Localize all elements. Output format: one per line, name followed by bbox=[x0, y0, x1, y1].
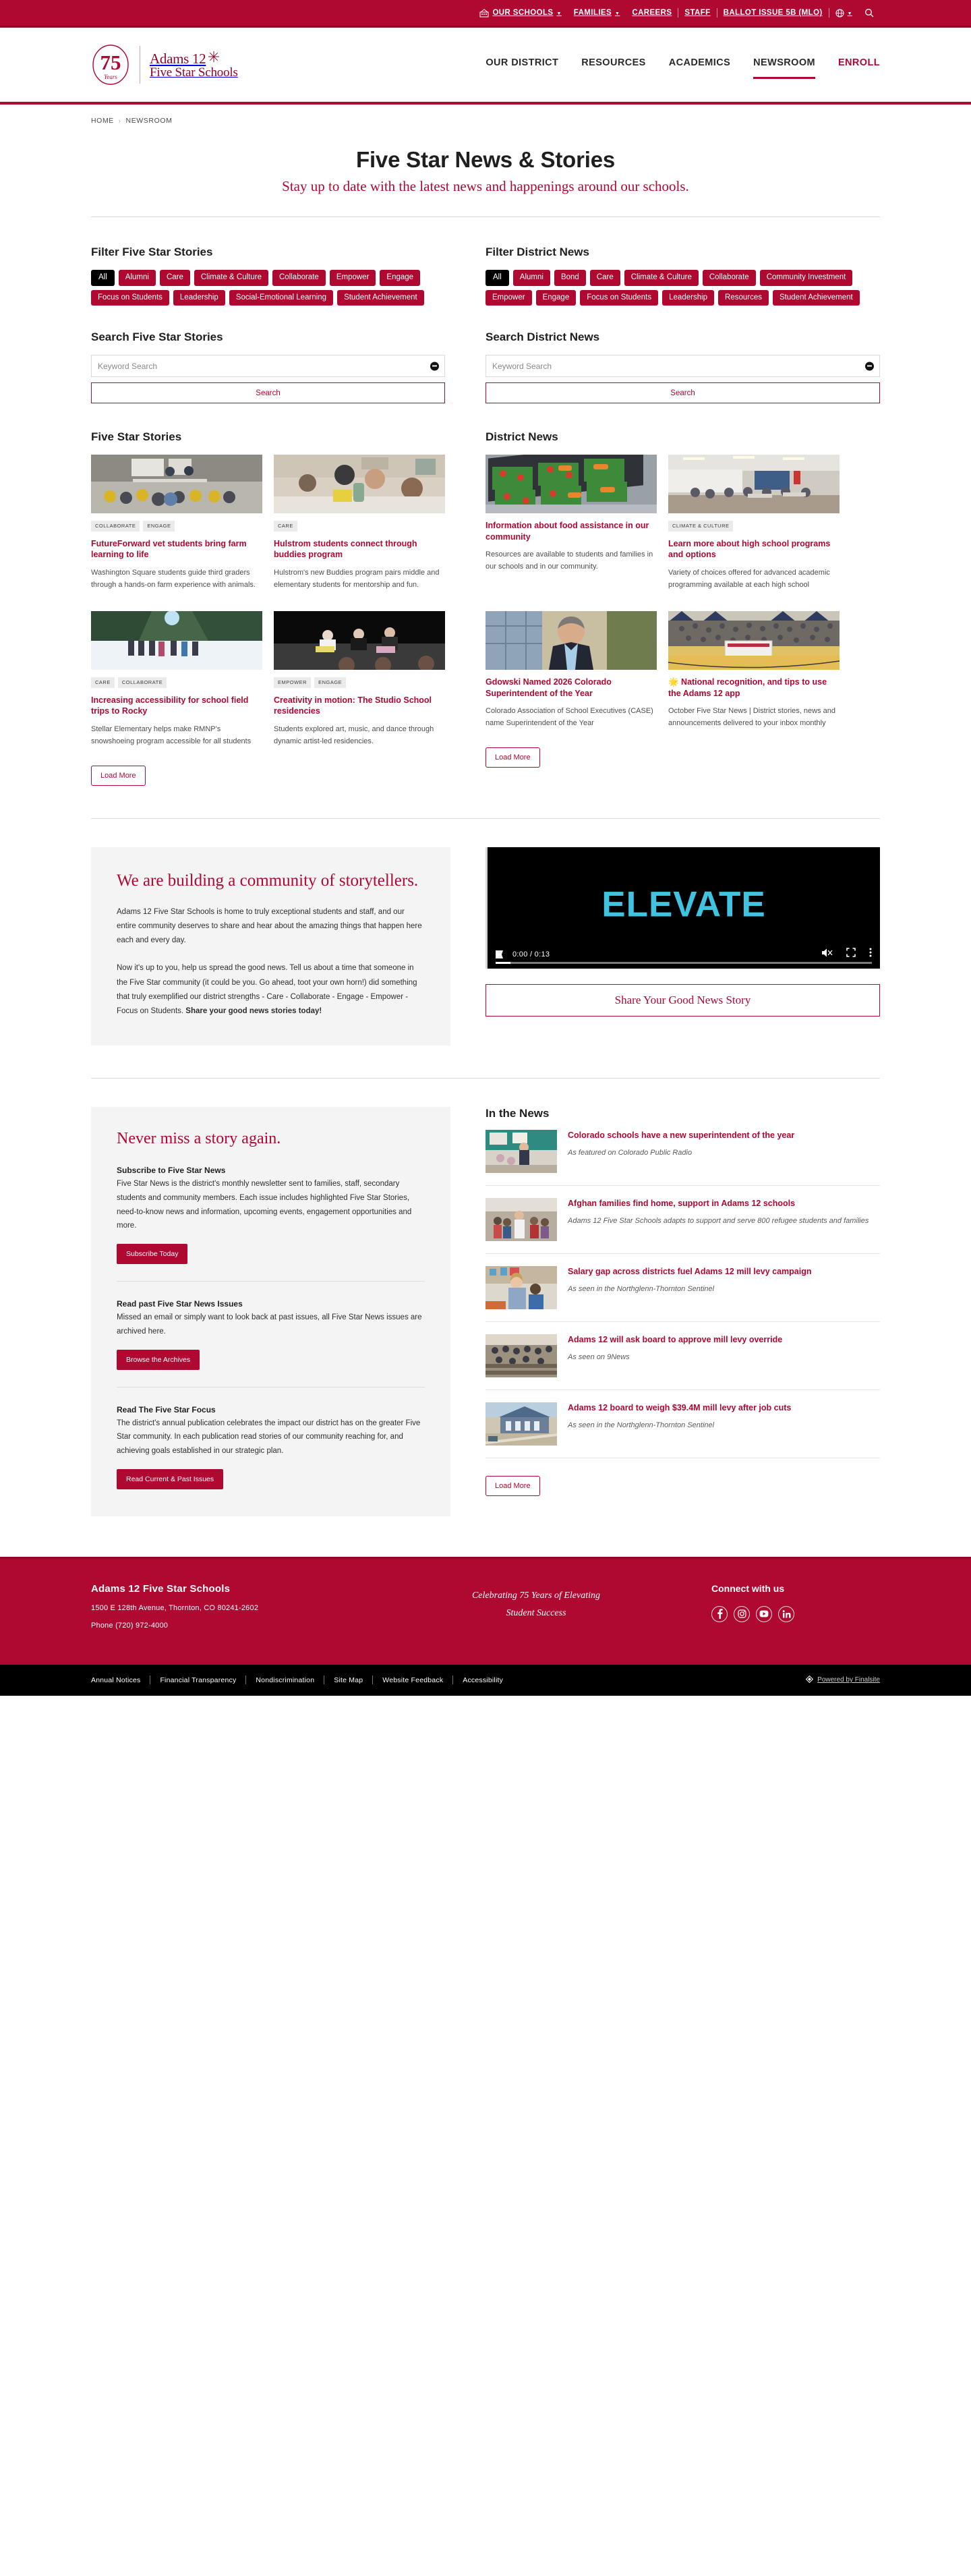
story-card[interactable] bbox=[91, 455, 262, 591]
filter-tag-social-emotional-learning[interactable]: Social-Emotional Learning bbox=[229, 290, 333, 306]
district-section-title: District News bbox=[486, 430, 558, 444]
footer-link-website-feedback[interactable]: Website Feedback bbox=[382, 1676, 444, 1684]
search-district-input-wrap bbox=[486, 355, 880, 377]
instagram-icon[interactable] bbox=[734, 1606, 750, 1622]
news-card-title[interactable]: Gdowski Named 2026 Colorado Superintendent of the Year bbox=[486, 677, 612, 698]
in-the-news-item[interactable] bbox=[486, 1390, 880, 1458]
filters-row bbox=[91, 246, 880, 306]
cards-row bbox=[91, 430, 880, 785]
more-options-icon[interactable] bbox=[869, 948, 872, 961]
news-card[interactable] bbox=[668, 455, 840, 591]
in-the-news-title-link[interactable]: Salary gap across districts fuel Adams 12 mill levy campaign bbox=[568, 1267, 812, 1277]
search-district-input[interactable] bbox=[486, 355, 880, 377]
utility-link-label: OUR SCHOOLS bbox=[492, 9, 554, 17]
story-card-image bbox=[274, 455, 445, 513]
news-card-title[interactable]: Learn more about high school programs and options bbox=[668, 538, 831, 560]
storyteller-paragraph-1: Adams 12 Five Star Schools is home to truly exceptional students and staff, and our entire community deserves to share and hear about the amazing things that happen here each and every day. bbox=[117, 907, 422, 945]
svg-text:75: 75 bbox=[100, 50, 121, 74]
filter-tag-all[interactable]: All bbox=[486, 270, 509, 286]
filter-tag-engage[interactable]: Engage bbox=[380, 270, 420, 286]
breadcrumb-current: NEWSROOM bbox=[125, 117, 173, 125]
story-card-image bbox=[91, 611, 262, 670]
svg-text:Years: Years bbox=[104, 73, 117, 80]
story-card-image bbox=[274, 611, 445, 670]
divider bbox=[91, 818, 880, 819]
video-column bbox=[486, 847, 880, 1046]
story-card[interactable] bbox=[274, 455, 445, 591]
in-the-news-title-link[interactable]: Afghan families find home, support in Adams 12 schools bbox=[568, 1199, 796, 1209]
search-stories-input[interactable] bbox=[91, 355, 445, 377]
search-district-title: Search District News bbox=[486, 331, 600, 344]
youtube-icon[interactable] bbox=[756, 1606, 772, 1622]
card-tag: ENGAGE bbox=[143, 521, 175, 532]
search-five-star-stories bbox=[91, 331, 486, 403]
filter-tag-climate-culture[interactable]: Climate & Culture bbox=[194, 270, 268, 286]
utility-link-ballot-issue[interactable] bbox=[717, 9, 829, 17]
filter-stories-title: Filter Five Star Stories bbox=[91, 246, 213, 258]
card-tag: ENGAGE bbox=[314, 677, 346, 688]
storyteller-row bbox=[91, 847, 880, 1046]
in-the-news-text bbox=[568, 1266, 880, 1309]
in-the-news-title-link[interactable]: Colorado schools have a new superintendent of the year bbox=[568, 1130, 795, 1141]
finalsite-logo-icon bbox=[806, 1676, 813, 1685]
filter-tag-collaborate[interactable]: Collaborate bbox=[272, 270, 326, 286]
nav-item-our-district[interactable]: OUR DISTRICT bbox=[486, 57, 559, 68]
story-card-description: Students explored art, music, and dance through dynamic artist-led residencies. bbox=[274, 724, 434, 745]
fullscreen-icon[interactable] bbox=[846, 948, 856, 961]
utility-link-label: FAMILIES bbox=[573, 9, 612, 17]
filter-tag-bond[interactable]: Bond bbox=[554, 270, 586, 286]
search-stories-button[interactable]: Search bbox=[91, 382, 445, 403]
in-the-news-text bbox=[568, 1198, 880, 1241]
video-progress-fill bbox=[496, 962, 510, 964]
storyteller-paragraph-2-lead: Now it's up to you, help us spread the good news. Tell us about a time that someone in the Five Star community (it could be you. Go ahead, toot your own horn!) did something that truly exemplified our district strengths - Care - Collaborate - Engage - Empower - Focus on Students. bbox=[117, 964, 417, 1016]
search-toggle-button[interactable] bbox=[858, 8, 880, 18]
filter-tag-student-achievement[interactable]: Student Achievement bbox=[773, 290, 860, 306]
footer-tagline bbox=[361, 1583, 711, 1630]
filter-tag-engage[interactable]: Engage bbox=[536, 290, 577, 306]
story-card[interactable] bbox=[274, 611, 445, 747]
story-card-tags bbox=[91, 677, 262, 688]
footer-link-accessibility[interactable]: Accessibility bbox=[463, 1676, 504, 1684]
newsletter-block-archives bbox=[117, 1299, 425, 1369]
clear-search-icon[interactable] bbox=[430, 362, 439, 370]
stories-card-grid bbox=[91, 455, 445, 747]
utility-link-staff[interactable] bbox=[678, 9, 716, 17]
newsletter-block-title: Read The Five Star Focus bbox=[117, 1404, 216, 1414]
filter-tag-focus-on-students[interactable]: Focus on Students bbox=[91, 290, 169, 306]
stories-load-more-button[interactable]: Load More bbox=[91, 766, 146, 786]
filter-tag-care[interactable]: Care bbox=[590, 270, 620, 286]
district-news-section bbox=[486, 430, 880, 785]
filter-tag-alumni[interactable]: Alumni bbox=[119, 270, 156, 286]
footer-tagline-line2: Student Success bbox=[506, 1608, 566, 1619]
storyteller-heading: We are building a community of storytellers. bbox=[117, 871, 419, 890]
footer-link-site-map[interactable]: Site Map bbox=[334, 1676, 363, 1684]
logo-name-line1: Adams 12 bbox=[150, 50, 206, 67]
story-card-tags bbox=[274, 521, 445, 532]
footer-link-annual-notices[interactable]: Annual Notices bbox=[91, 1676, 141, 1684]
card-tag: CARE bbox=[274, 521, 297, 532]
search-stories-title: Search Five Star Stories bbox=[91, 331, 223, 344]
video-controls-right bbox=[821, 948, 872, 961]
card-tag: COLLABORATE bbox=[118, 677, 167, 688]
video-controls bbox=[488, 940, 880, 969]
story-card-tags bbox=[274, 677, 445, 688]
news-card-description: Resources are available to students and families in our schools and in our community. bbox=[486, 550, 653, 571]
anniversary-75-logo-icon bbox=[91, 44, 130, 86]
translate-button[interactable] bbox=[829, 9, 858, 18]
footer-address: 1500 E 128th Avenue, Thornton, CO 80241-2602 bbox=[91, 1603, 259, 1612]
newsletter-block-subscribe bbox=[117, 1166, 425, 1264]
story-card-title[interactable]: FutureForward vet students bring farm learning to life bbox=[91, 538, 247, 560]
filter-tag-empower[interactable]: Empower bbox=[330, 270, 376, 286]
story-card-description: Hulstrom's new Buddies program pairs middle and elementary students for mentorship and fun. bbox=[274, 568, 440, 589]
story-card-title[interactable]: Increasing accessibility for school field trips to Rocky bbox=[91, 695, 249, 716]
search-row bbox=[91, 331, 880, 403]
breadcrumb-home[interactable]: HOME bbox=[91, 117, 114, 125]
story-card-description: Stellar Elementary helps make RMNP's snowshoeing program accessible for all students bbox=[91, 724, 252, 745]
in-the-news-text bbox=[568, 1130, 880, 1173]
in-the-news-title: In the News bbox=[486, 1107, 550, 1120]
filter-tag-resources[interactable]: Resources bbox=[718, 290, 769, 306]
clear-search-icon[interactable] bbox=[865, 362, 874, 370]
in-the-news-source: As seen in the Northglenn-Thornton Sentinel bbox=[568, 1285, 715, 1294]
filter-tag-empower[interactable]: Empower bbox=[486, 290, 532, 306]
filter-tag-focus-on-students[interactable]: Focus on Students bbox=[580, 290, 658, 306]
footer-contact bbox=[91, 1583, 361, 1630]
newsletter-block-body: Five Star News is the district's monthly newsletter sent to families, staff, secondary students and community members. Each issue includes highlighted Five Star Stories, need-to-know news and information, upcoming events, engagement opportunities and more. bbox=[117, 1180, 412, 1230]
share-good-news-story-button[interactable]: Share Your Good News Story bbox=[486, 984, 880, 1017]
card-tag: COLLABORATE bbox=[91, 521, 140, 532]
news-card-tags bbox=[668, 521, 840, 532]
in-the-news-thumbnail bbox=[486, 1198, 557, 1241]
footer-bottom-links bbox=[91, 1676, 512, 1684]
browse-archives-button[interactable]: Browse the Archives bbox=[117, 1350, 200, 1370]
news-card[interactable] bbox=[668, 611, 840, 730]
newsletter-block-title: Subscribe to Five Star News bbox=[117, 1166, 226, 1176]
utility-link-label: CAREERS bbox=[632, 9, 672, 17]
utility-nav-bar bbox=[0, 0, 971, 28]
video-player[interactable] bbox=[486, 847, 880, 969]
five-star-stories-section bbox=[91, 430, 486, 785]
site-header bbox=[0, 28, 971, 102]
utility-nav-items bbox=[473, 8, 880, 18]
in-the-news-source: As seen on 9News bbox=[568, 1353, 630, 1362]
storyteller-container bbox=[91, 847, 880, 1046]
stories-section-title: Five Star Stories bbox=[91, 430, 182, 444]
read-current-past-issues-button[interactable]: Read Current & Past Issues bbox=[117, 1469, 223, 1489]
newsletter-block-body: Missed an email or simply want to look back at past issues, all Five Star News issues are archived here. bbox=[117, 1313, 422, 1336]
search-district-button[interactable]: Search bbox=[486, 382, 880, 403]
site-footer bbox=[0, 1557, 971, 1665]
card-tag: CLIMATE & CULTURE bbox=[668, 521, 733, 532]
logo-name-line2: Five Star Schools bbox=[150, 65, 238, 80]
nav-item-newsroom[interactable]: NEWSROOM bbox=[753, 57, 815, 72]
utility-link-label: BALLOT ISSUE 5B (MLO) bbox=[723, 9, 823, 17]
footer-tagline-line1: Celebrating 75 Years of Elevating bbox=[471, 1590, 601, 1601]
in-the-news-source: Adams 12 Five Star Schools adapts to support and serve 800 refugee students and families bbox=[568, 1217, 869, 1226]
in-the-news-item[interactable] bbox=[486, 1254, 880, 1322]
social-links bbox=[711, 1606, 880, 1622]
page-hero bbox=[0, 125, 971, 195]
news-card-image bbox=[486, 611, 657, 670]
news-card-title[interactable]: 🌟 National recognition, and tips to use the Adams 12 app bbox=[668, 677, 827, 698]
filter-tag-community-investment[interactable]: Community Investment bbox=[760, 270, 853, 286]
snowflake-icon bbox=[207, 50, 220, 66]
video-progress-bar[interactable] bbox=[496, 962, 872, 964]
page-subtitle: Stay up to date with the latest news and happenings around our schools. bbox=[282, 178, 689, 194]
breadcrumb bbox=[0, 105, 971, 125]
page-title: Five Star News & Stories bbox=[355, 147, 615, 172]
storyteller-panel bbox=[91, 847, 450, 1046]
in-the-news-title-link[interactable]: Adams 12 will ask board to approve mill levy override bbox=[568, 1335, 783, 1345]
filter-five-star-stories bbox=[91, 246, 486, 306]
newsletter-block-body: The district's annual publication celebrates the impact our district has on the greater Five Star community. In each publication read stories of our community reaching for, and achieving goals established in our strategic plan. bbox=[117, 1419, 421, 1455]
facebook-icon[interactable] bbox=[711, 1606, 728, 1622]
storyteller-paragraph-2-bold: Share your good news stories today! bbox=[185, 1007, 322, 1016]
nav-item-enroll[interactable]: ENROLL bbox=[837, 57, 880, 68]
in-the-news-item[interactable] bbox=[486, 1120, 880, 1186]
utility-link-families[interactable] bbox=[568, 9, 626, 17]
news-card[interactable] bbox=[486, 611, 657, 730]
story-card[interactable] bbox=[91, 611, 262, 747]
in-the-news-thumbnail bbox=[486, 1266, 557, 1309]
footer-connect-title: Connect with us bbox=[711, 1582, 785, 1594]
in-the-news-item[interactable] bbox=[486, 1186, 880, 1254]
school-building-icon bbox=[479, 9, 489, 18]
main-content bbox=[91, 246, 880, 786]
divider bbox=[91, 1078, 880, 1079]
footer-phone: Phone (720) 972-4000 bbox=[91, 1621, 169, 1630]
news-card-title[interactable]: Information about food assistance in our community bbox=[486, 521, 649, 542]
bottom-row bbox=[91, 1107, 880, 1556]
in-the-news-text bbox=[568, 1402, 880, 1446]
in-the-news-title-link[interactable]: Adams 12 board to weigh $39.4M mill levy after job cuts bbox=[568, 1403, 792, 1413]
in-the-news-thumbnail bbox=[486, 1402, 557, 1446]
storyteller-paragraph-2 bbox=[117, 961, 425, 1019]
in-the-news-thumbnail bbox=[486, 1130, 557, 1173]
footer-link-financial-transparency[interactable]: Financial Transparency bbox=[160, 1676, 237, 1684]
video-time-display: 0:00 / 0:13 bbox=[512, 950, 550, 958]
news-card[interactable] bbox=[486, 455, 657, 591]
globe-icon bbox=[835, 9, 844, 18]
newsletter-heading: Never miss a story again. bbox=[117, 1130, 281, 1148]
newsletter-panel bbox=[91, 1107, 450, 1516]
video-overlay-title: ELEVATE bbox=[601, 884, 766, 925]
news-card-image bbox=[668, 611, 840, 670]
filter-tag-collaborate[interactable]: Collaborate bbox=[703, 270, 756, 286]
filter-tag-leadership[interactable]: Leadership bbox=[173, 290, 225, 306]
news-card-image bbox=[486, 455, 657, 513]
footer-connect bbox=[711, 1583, 880, 1630]
filter-tag-climate-culture[interactable]: Climate & Culture bbox=[624, 270, 699, 286]
footer-link-nondiscrimination[interactable]: Nondiscrimination bbox=[256, 1676, 315, 1684]
chevron-down-icon: ▼ bbox=[615, 11, 620, 16]
utility-link-label: STAFF bbox=[684, 9, 711, 17]
news-card-description: Colorado Association of School Executives (CASE) name Superintendent of the Year bbox=[486, 707, 653, 728]
play-icon[interactable] bbox=[496, 950, 503, 958]
search-icon bbox=[864, 8, 874, 18]
filter-tag-leadership[interactable]: Leadership bbox=[662, 290, 714, 306]
logo-wordmark bbox=[150, 50, 238, 80]
powered-by-label: Powered by Finalsite bbox=[817, 1676, 880, 1684]
card-tag: EMPOWER bbox=[274, 677, 311, 688]
story-card-description: Washington Square students guide third graders through a hands-on farm experience with animals. bbox=[91, 568, 256, 589]
in-the-news-text bbox=[568, 1334, 880, 1377]
card-tag: CARE bbox=[91, 677, 115, 688]
footer-bottom-bar bbox=[0, 1665, 971, 1696]
story-card-tags bbox=[91, 521, 262, 532]
story-card-image bbox=[91, 455, 262, 513]
filter-district-title: Filter District News bbox=[486, 246, 589, 258]
in-the-news-source: As seen in the Northglenn-Thornton Sentinel bbox=[568, 1421, 715, 1430]
powered-by-link[interactable] bbox=[806, 1676, 880, 1685]
filter-tag-student-achievement[interactable]: Student Achievement bbox=[337, 290, 424, 306]
news-card-description: Variety of choices offered for advanced academic programming available at each high school bbox=[668, 568, 830, 589]
chevron-right-icon: › bbox=[118, 117, 121, 124]
footer-org-name: Adams 12 Five Star Schools bbox=[91, 1582, 231, 1595]
story-card-title[interactable]: Hulstrom students connect through buddies program bbox=[274, 538, 417, 560]
utility-link-our-schools[interactable] bbox=[473, 9, 567, 18]
newsletter-block-focus bbox=[117, 1405, 425, 1489]
filter-tag-alumni[interactable]: Alumni bbox=[513, 270, 550, 286]
in-the-news-load-more-button[interactable]: Load More bbox=[486, 1476, 540, 1496]
chevron-down-icon: ▼ bbox=[847, 11, 852, 16]
search-stories-input-wrap bbox=[91, 355, 445, 377]
in-the-news-source: As featured on Colorado Public Radio bbox=[568, 1149, 693, 1157]
utility-link-careers[interactable] bbox=[626, 9, 678, 17]
filter-stories-tag-list bbox=[91, 270, 445, 306]
site-logo[interactable] bbox=[91, 44, 238, 86]
linkedin-icon[interactable] bbox=[778, 1606, 794, 1622]
filter-district-news bbox=[486, 246, 880, 306]
in-the-news-thumbnail bbox=[486, 1334, 557, 1377]
divider bbox=[117, 1281, 425, 1282]
newsletter-block-title: Read past Five Star News Issues bbox=[117, 1299, 243, 1309]
in-the-news-item[interactable] bbox=[486, 1322, 880, 1390]
nav-item-resources[interactable]: RESOURCES bbox=[581, 57, 646, 68]
chevron-down-icon: ▼ bbox=[556, 11, 562, 16]
filter-district-tag-list bbox=[486, 270, 880, 306]
news-card-description: October Five Star News | District stories, news and announcements delivered to your inbox monthly bbox=[668, 707, 835, 728]
district-card-grid bbox=[486, 455, 880, 730]
filter-tag-care[interactable]: Care bbox=[160, 270, 190, 286]
bottom-container bbox=[91, 1107, 880, 1556]
search-district-news bbox=[486, 331, 880, 403]
district-load-more-button[interactable]: Load More bbox=[486, 747, 540, 768]
filter-tag-all[interactable]: All bbox=[91, 270, 115, 286]
news-card-image bbox=[668, 455, 840, 513]
mute-icon[interactable] bbox=[821, 948, 833, 961]
story-card-title[interactable]: Creativity in motion: The Studio School residencies bbox=[274, 695, 432, 716]
nav-item-academics[interactable]: ACADEMICS bbox=[668, 57, 731, 68]
subscribe-today-button[interactable]: Subscribe Today bbox=[117, 1244, 187, 1264]
in-the-news-section bbox=[486, 1107, 880, 1516]
main-navigation bbox=[486, 57, 880, 72]
